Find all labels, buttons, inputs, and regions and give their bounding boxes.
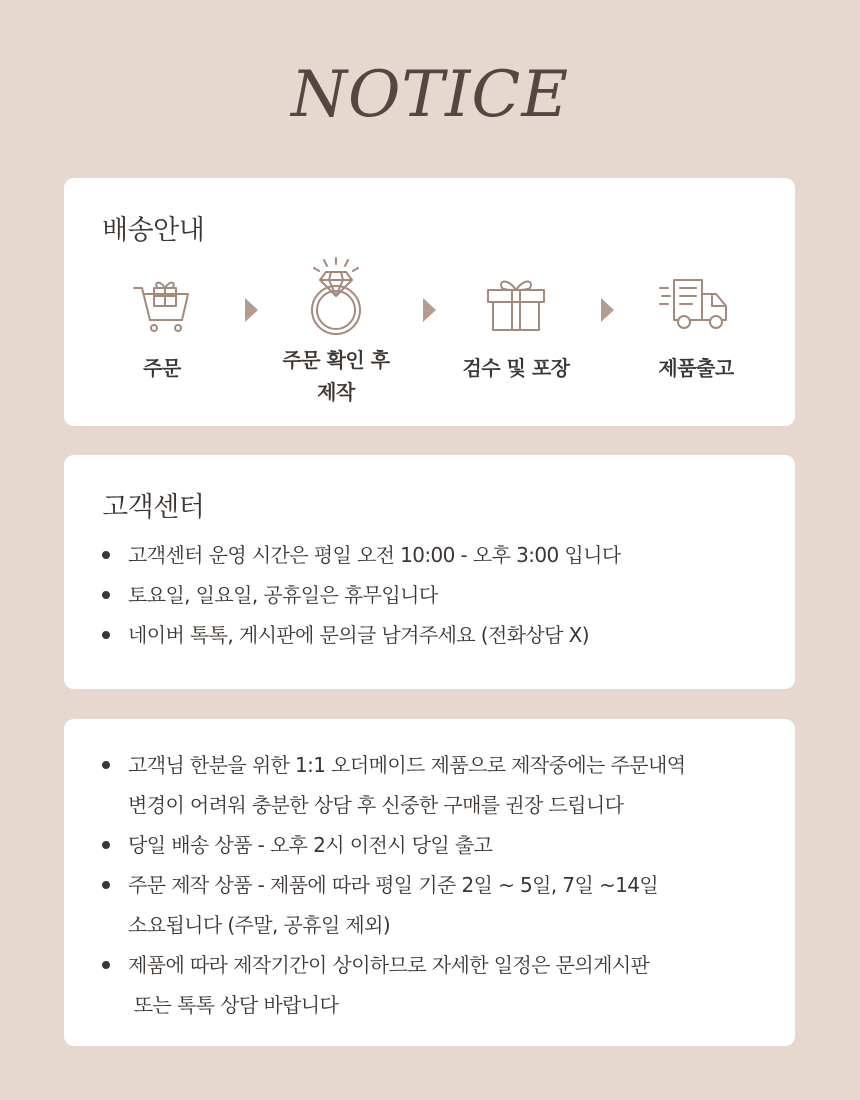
gift-box-icon [484,274,548,338]
bullet-icon [102,761,110,769]
step-packing-label: 검수 및 포장 [462,356,570,380]
list-item: 제품에 따라 제작기간이 상이하므로 자세한 일정은 문의게시판 또는 톡톡 상담 바랍니다 [100,945,765,1025]
shipping-info-card [64,178,795,426]
cart-gift-icon [130,274,194,338]
step-dispatch [640,274,752,384]
list-item: 네이버 톡톡, 게시판에 문의글 남겨주세요 (전화상담 X) [100,615,765,655]
list-item: 고객님 한분을 위한 1:1 오더메이드 제품으로 제작중에는 주문내역 변경이 어려워 충분한 상담 후 신중한 구매를 권장 드립니다 [100,745,765,825]
customer-center-list [100,535,765,655]
step-production-label-line2: 제작 [317,380,355,404]
bullet-icon [102,841,110,849]
step-order [112,274,212,384]
bullet-icon [102,551,110,559]
list-item: 토요일, 일요일, 공휴일은 휴무입니다 [100,575,765,615]
list-item: 주문 제작 상품 - 제품에 따라 평일 기준 2일 ~ 5일, 7일 ~14일 소요됩니다 (주말, 공휴일 제외) [100,865,765,945]
bullet-icon [102,961,110,969]
bullet-icon [102,631,110,639]
list-item: 고객센터 운영 시간은 평일 오전 10:00 - 오후 3:00 입니다 [100,535,765,575]
page-title: NOTICE [290,58,570,132]
step-packing [448,274,584,384]
step-production-label-line1: 주문 확인 후 [282,348,390,372]
customer-center-title: 고객센터 [102,492,205,523]
bullet-icon [102,881,110,889]
step-order-label: 주문 [143,356,181,380]
customer-center-card [64,455,795,689]
delivery-truck-icon [658,274,734,338]
order-notes-list [100,745,765,1025]
bullet-icon [102,591,110,599]
shipping-info-title: 배송안내 [102,215,205,246]
step-dispatch-label: 제품출고 [658,356,734,380]
diamond-ring-icon [298,256,374,338]
order-notes-card [64,719,795,1046]
step-production [272,256,400,408]
step-arrow [423,298,436,322]
step-arrow [245,298,258,322]
list-item: 당일 배송 상품 - 오후 2시 이전시 당일 출고 [100,825,765,865]
step-arrow [601,298,614,322]
